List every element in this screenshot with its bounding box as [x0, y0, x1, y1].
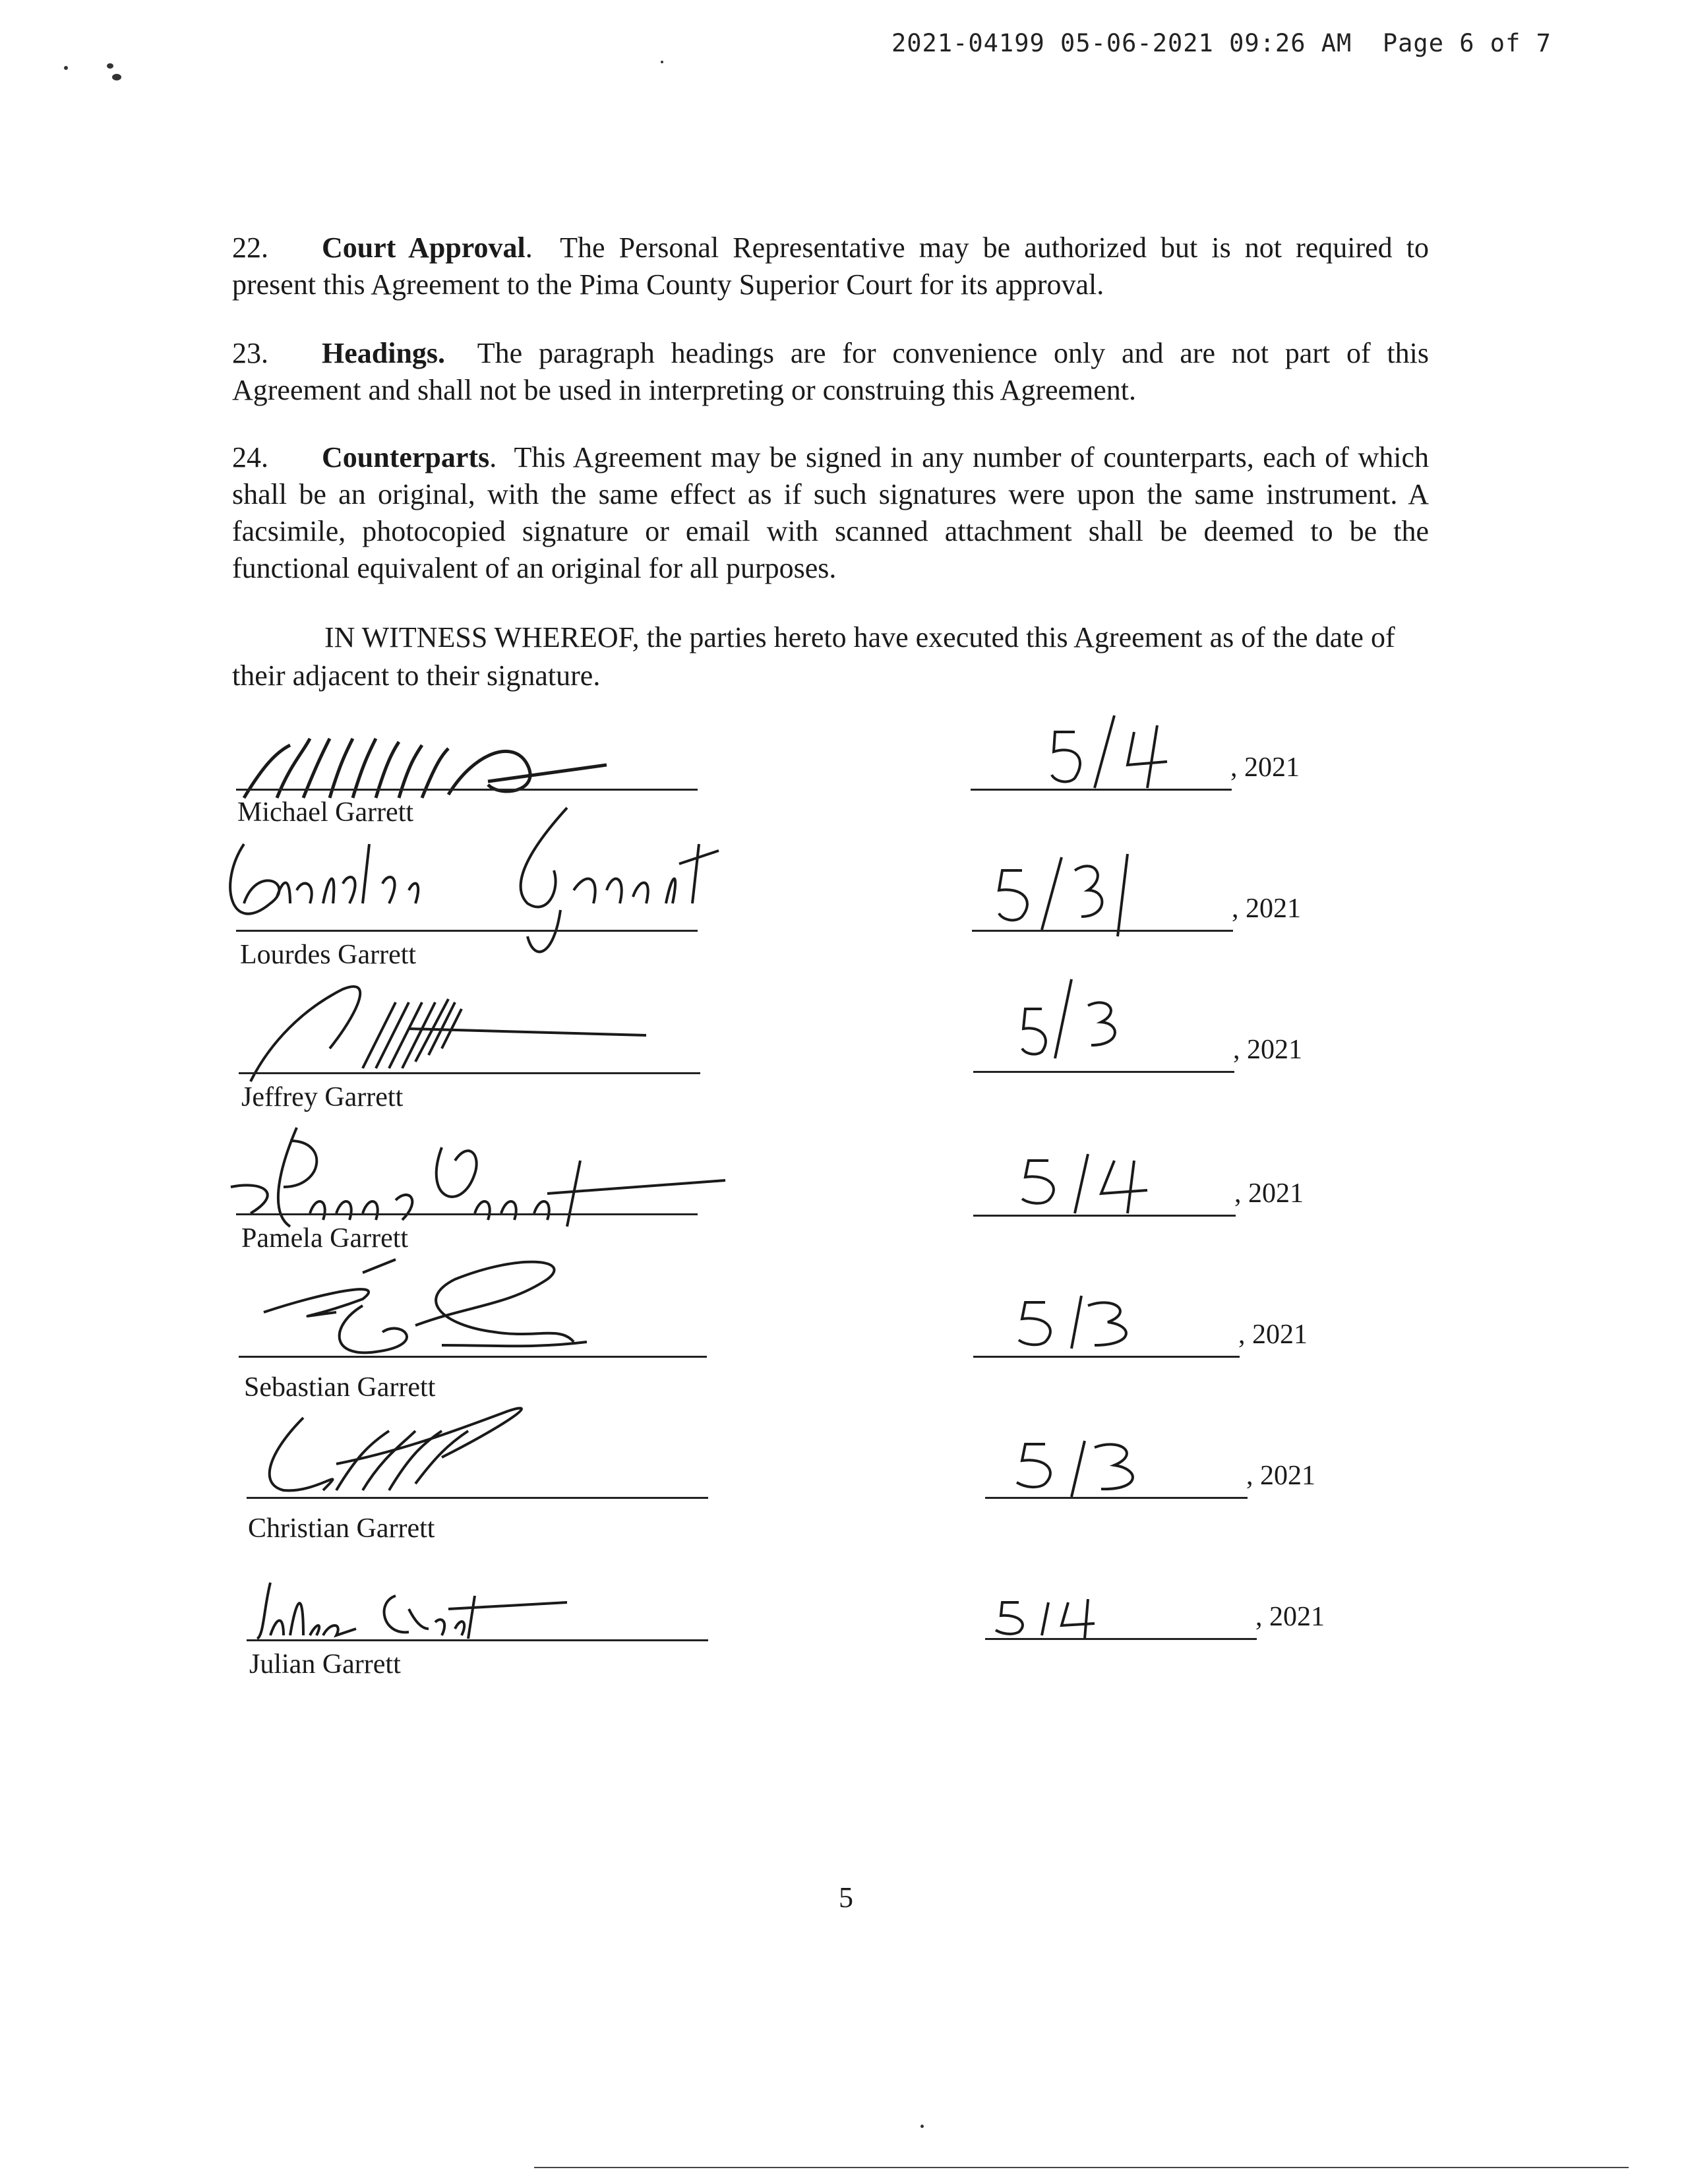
signature-line — [236, 930, 698, 932]
date-line — [973, 1356, 1240, 1358]
date-line — [973, 1215, 1236, 1217]
year-suffix: , 2021 — [1246, 1461, 1315, 1491]
paragraph-text: The paragraph headings are for convenience only and are not part of this Agreement and shall not be used in interpreting or construing this Agreement. — [232, 337, 1429, 406]
signatory-name: Julian Garrett — [249, 1649, 401, 1680]
scan-speck — [112, 74, 121, 80]
paragraph-23 — [232, 335, 1429, 409]
year-suffix: , 2021 — [1232, 894, 1301, 924]
signature-line — [247, 1497, 708, 1499]
fax-time: 09:26 AM — [1229, 29, 1352, 57]
year-suffix: , 2021 — [1255, 1602, 1325, 1632]
signature-jeffrey — [244, 963, 666, 1095]
signature-line — [247, 1639, 708, 1641]
signature-line — [236, 1213, 698, 1215]
signature-line — [236, 789, 698, 791]
handwritten-date — [1009, 1292, 1160, 1358]
date-line — [973, 1071, 1234, 1073]
date-line — [972, 930, 1233, 932]
signature-sebastian — [244, 1227, 706, 1358]
handwritten-date — [1009, 1438, 1160, 1503]
scan-speck — [107, 63, 113, 69]
year-suffix: , 2021 — [1238, 1320, 1308, 1350]
paragraph-24 — [232, 439, 1429, 587]
handwritten-date — [1048, 712, 1207, 791]
year-suffix: , 2021 — [1230, 752, 1300, 783]
handwritten-date — [989, 1596, 1121, 1642]
scan-speck — [661, 61, 663, 63]
year-suffix: , 2021 — [1234, 1178, 1304, 1209]
witness-clause — [232, 619, 1432, 695]
fax-date: 05-06-2021 — [1060, 29, 1214, 57]
paragraph-text: This Agreement may be signed in any number of counterparts, each of which shall be an original, with the same effect as if such signatures were upon the same instrument. A facsimile, photocopied signature or email with scanned attachment shall be deemed to be the functional equivalent of an original for all purposes. — [232, 441, 1429, 584]
signatory-name: Lourdes Garrett — [240, 940, 417, 970]
paragraph-heading: Counterparts — [322, 441, 490, 473]
handwritten-date — [1015, 1147, 1160, 1220]
heading-punct: . — [525, 231, 533, 264]
paragraph-heading: Court Approval — [322, 231, 526, 264]
signatory-name: Jeffrey Garrett — [241, 1082, 404, 1112]
signatory-name: Sebastian Garrett — [244, 1372, 436, 1403]
date-line — [971, 789, 1232, 791]
year-suffix: , 2021 — [1233, 1035, 1302, 1065]
scan-speck — [64, 66, 68, 70]
signatory-name: Pamela Garrett — [241, 1223, 409, 1254]
paragraph-number: 23. — [232, 337, 268, 369]
signature-line — [239, 1072, 700, 1074]
date-line — [985, 1497, 1248, 1499]
signatory-name: Michael Garrett — [237, 797, 414, 828]
paragraph-number: 24. — [232, 441, 268, 473]
signatory-name: Christian Garrett — [248, 1513, 435, 1544]
paragraph-number: 22. — [232, 231, 268, 264]
date-line — [985, 1638, 1257, 1640]
signature-christian — [244, 1391, 560, 1510]
witness-text: IN WITNESS WHEREOF, the parties hereto have executed this Agreement as of the date of their adjacent to their signature. — [232, 621, 1395, 692]
paragraph-text: The Personal Representative may be authorized but is not required to present this Agreement to the Pima County Superior Court for its approval. — [232, 231, 1429, 301]
signature-line — [239, 1356, 707, 1358]
heading-punct: . — [489, 441, 497, 473]
scan-line — [534, 2167, 1629, 2168]
fax-id: 2021-04199 — [891, 29, 1045, 57]
paragraph-heading: Headings. — [322, 337, 446, 369]
handwritten-date — [989, 851, 1160, 943]
signature-pamela — [224, 1121, 765, 1240]
paragraph-22 — [232, 229, 1429, 303]
handwritten-date — [1015, 976, 1147, 1062]
signature-julian — [251, 1576, 580, 1649]
fax-header — [891, 29, 1552, 57]
page-number: 5 — [839, 1881, 853, 1914]
fax-page: Page 6 of 7 — [1382, 29, 1552, 57]
scan-speck — [920, 2125, 924, 2128]
signature-lourdes — [218, 804, 745, 950]
